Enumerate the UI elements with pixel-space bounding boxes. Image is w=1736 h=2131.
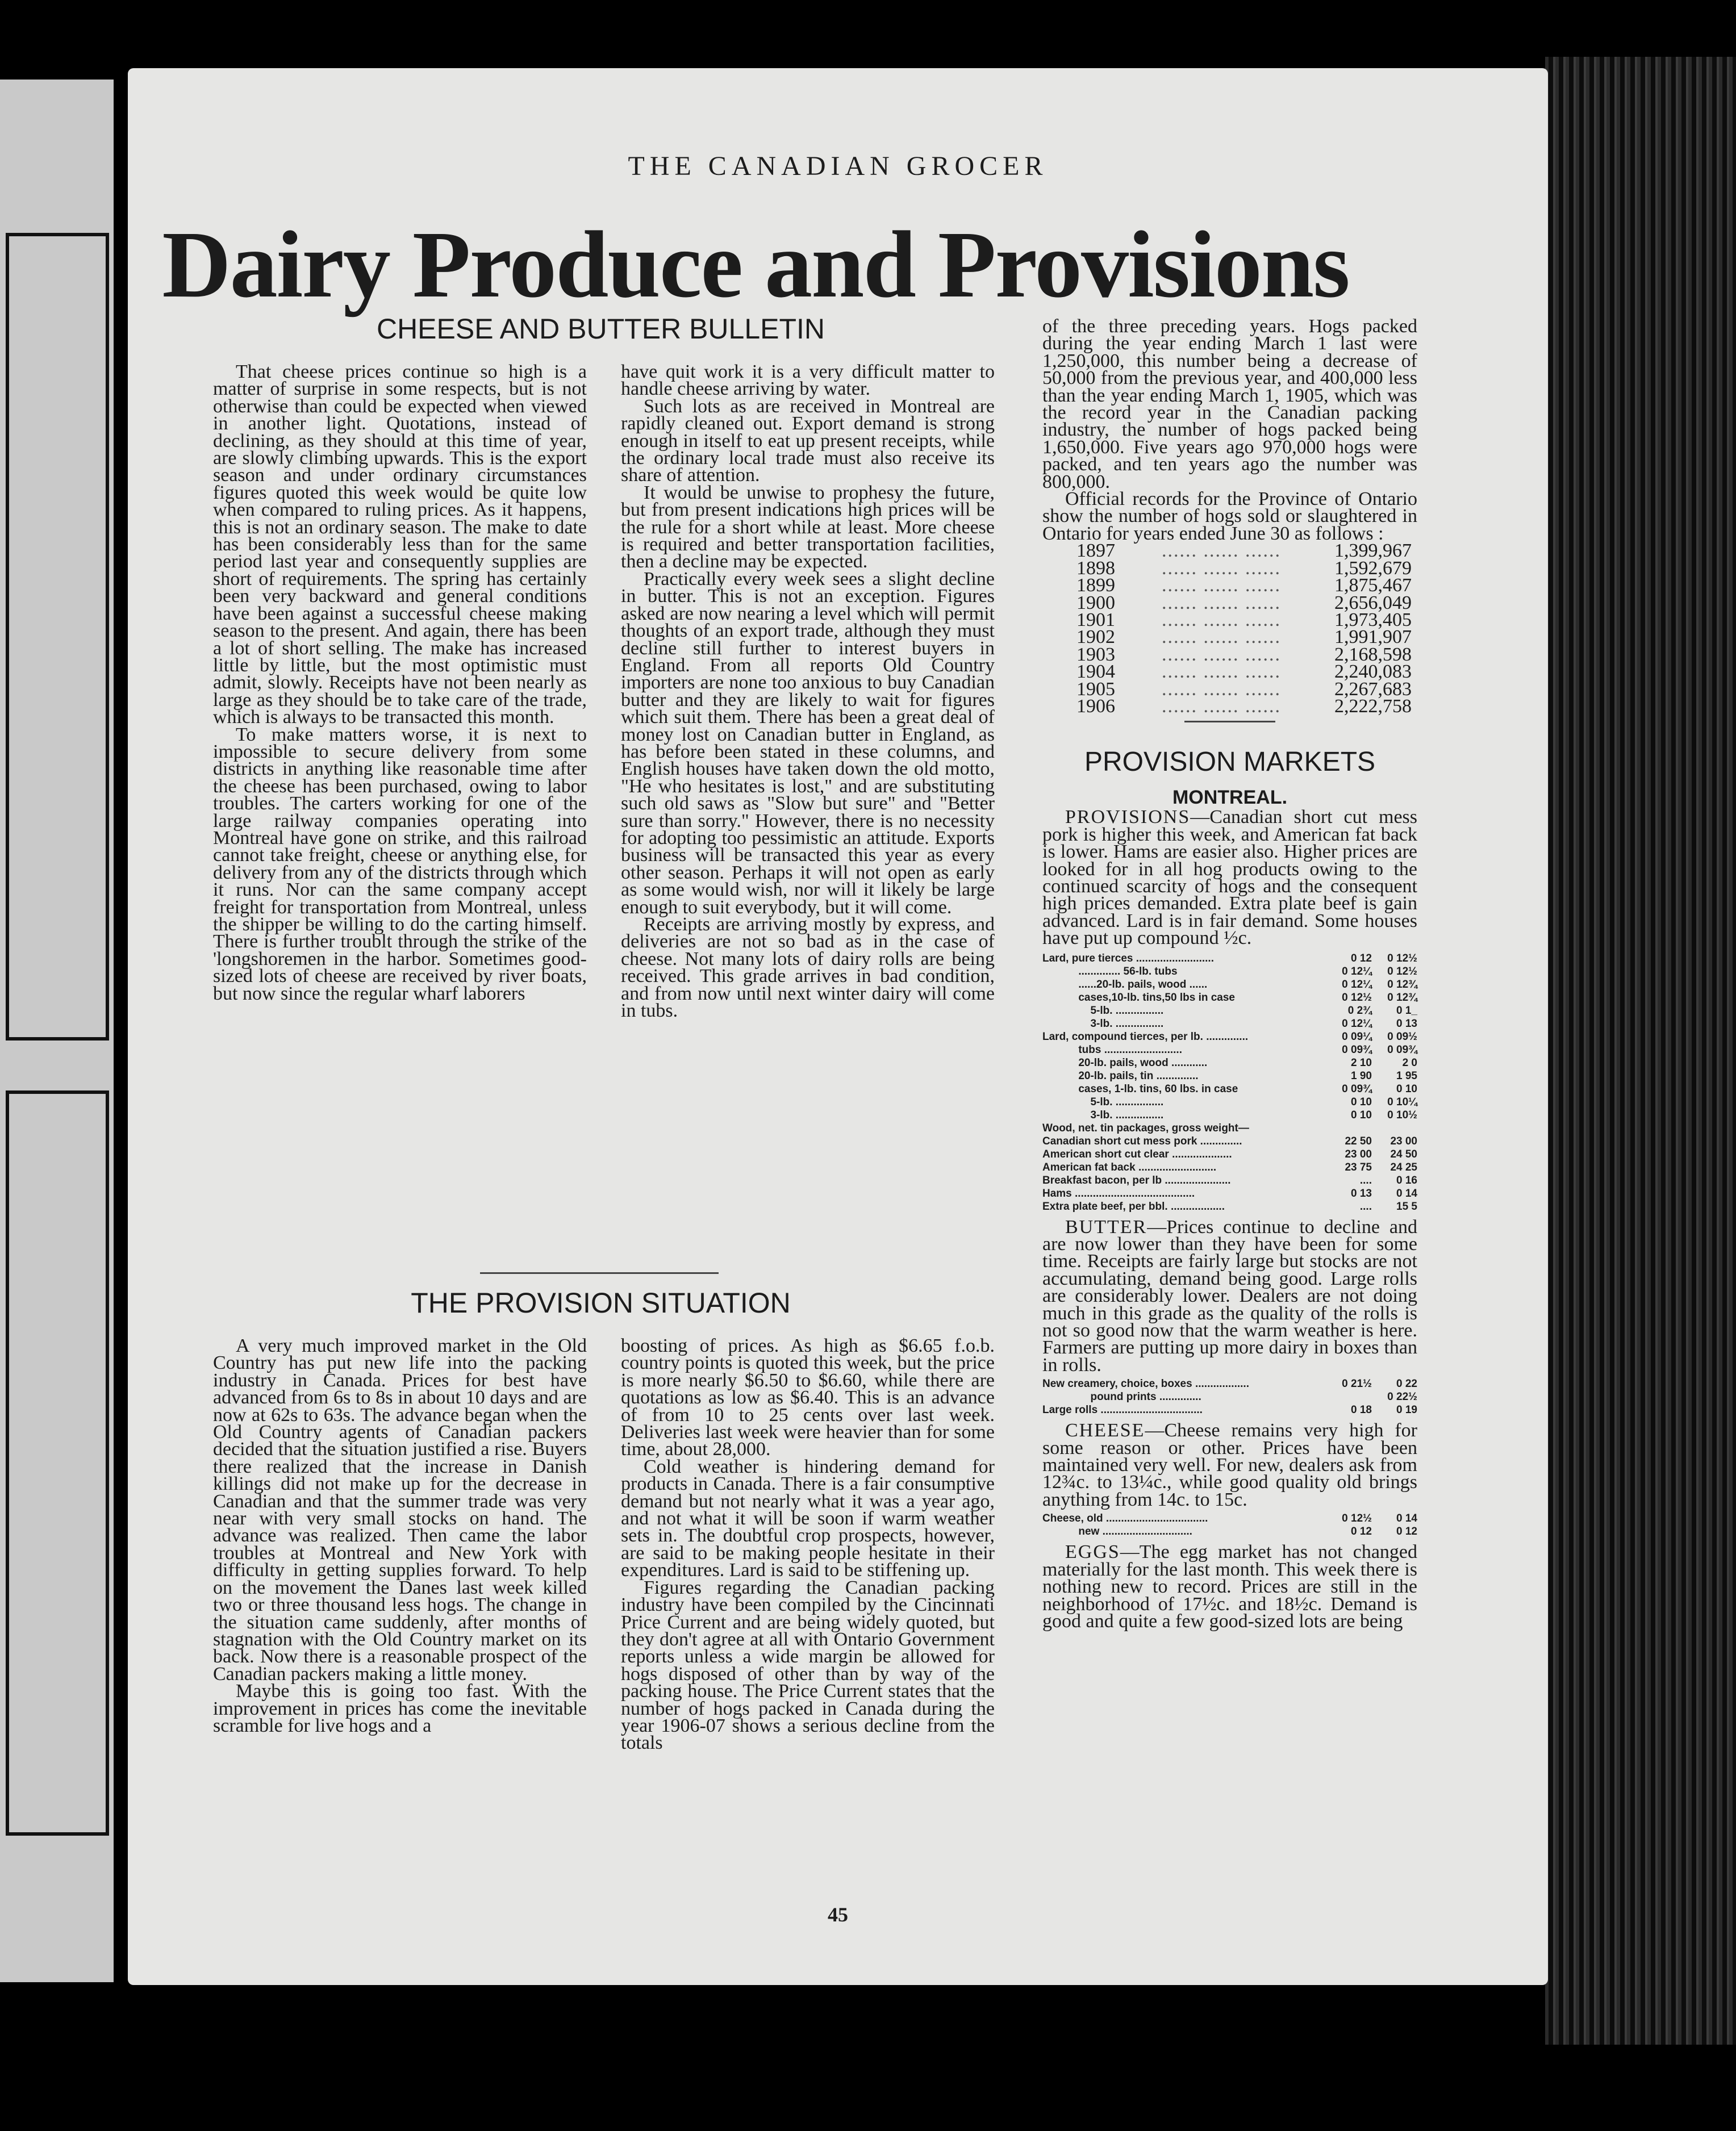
high-price-cell: 2 0: [1402, 1056, 1417, 1069]
low-price-cell: 0 13: [1351, 1187, 1372, 1200]
item-cell: cases,10-lb. tins,50 lbs in case: [1042, 991, 1235, 1004]
price-row: [1042, 1004, 1417, 1017]
left-page-edge: [0, 80, 114, 1982]
low-price-cell: 0 12: [1351, 952, 1372, 964]
butter-label: BUTTER: [1065, 1216, 1147, 1238]
item-cell: tubs ..........................: [1042, 1043, 1182, 1056]
low-price-cell: 0 12¼: [1342, 965, 1372, 977]
year-cell: 1897: [1076, 540, 1115, 562]
high-price-cell: 0 10¼: [1387, 1096, 1417, 1108]
paragraph: Such lots as are received in Montreal are rapidly cleaned out. Export demand is strong enough in itself to eat up present receipts, while the ordinary local trade must also receive its share of attention.: [621, 395, 995, 486]
leader-dots: ...... ...... ......: [1162, 592, 1281, 613]
low-price-cell: [1326, 1122, 1372, 1135]
hog-count-cell: 2,267,683: [1334, 678, 1412, 700]
cheese-butter-heading: CHEESE AND BUTTER BULLETIN: [376, 313, 825, 345]
price-row: [1042, 1096, 1417, 1109]
provision-situation-column-1: [213, 1335, 587, 1736]
leader-dots: ...... ...... ......: [1162, 644, 1281, 665]
low-price-cell: 0 09¾: [1342, 1043, 1372, 1056]
year-cell: 1900: [1076, 592, 1115, 613]
section-divider: [480, 1272, 719, 1274]
year-cell: 1902: [1076, 626, 1115, 648]
price-row: [1042, 965, 1417, 978]
leader-dots: ...... ...... ......: [1162, 678, 1281, 700]
paragraph: of the three preceding years. Hogs packed during the year ending March 1 last were 1,250,000, this number being a decrease of 50,000 from the previous year, and 400,000 less than the year ending March 1, 1905, which was the record year in the Canadian packing industry, the number of hogs packed being 1,650,000. Five years ago 970,000 hogs were packed, and ten years ago the number was 800,000.: [1042, 316, 1417, 492]
high-price-cell: 0 12¾: [1387, 991, 1417, 1004]
leader-dots: ...... ...... ......: [1162, 575, 1281, 596]
low-price-cell: 23 00: [1345, 1148, 1372, 1160]
cheese-price-table: [1042, 1512, 1417, 1538]
low-price-cell: ....: [1359, 1174, 1372, 1186]
low-price-cell: 0 10: [1351, 1096, 1372, 1108]
price-row: [1042, 1030, 1417, 1043]
year-cell: 1901: [1076, 609, 1115, 630]
hog-count-cell: 1,592,679: [1334, 557, 1412, 579]
high-price-cell: 0 12½: [1387, 952, 1417, 964]
low-price-cell: 23 75: [1345, 1161, 1372, 1173]
paragraph: Practically every week sees a slight decline in butter. This is not an exception. Figures asked are now nearing a level which will permit thoughts of an export trade, although they must decline still further to interest buyers in England. From all reports Old Country importers are none too anxious to buy Canadian butter and they are likely to wait for figures which suit them. There has been a great deal of money lost on Canadian butter in England, as has before been stated in these columns, and English houses have taken down the old motto, "He who hesitates is lost," and are substituting such old saws as "Slow but sure" and "Better sure than sorry." However, there is no necessity for adopting too pessimistic an attitude. Exports business will be transacted this year as every other season. Perhaps it will not open as early as some would wish, nor will it likely be large enough to suit everybody, but it will come.: [621, 568, 995, 918]
hog-count-cell: 2,168,598: [1334, 644, 1412, 665]
paragraph: Official records for the Province of Ontario show the number of hogs sold or slaughtered in Ontario for years ended June 30 as follows :: [1042, 488, 1417, 544]
low-price-cell: 1 90: [1351, 1069, 1372, 1082]
high-price-cell: 0 10: [1396, 1083, 1417, 1095]
table-row: [1042, 577, 1417, 594]
butter-paragraph: [1042, 1216, 1417, 1376]
right-column: [1042, 318, 1417, 1630]
left-page-border-box: [6, 233, 109, 1041]
price-row: [1042, 1161, 1417, 1174]
item-cell: new ..............................: [1042, 1526, 1192, 1538]
provisions-text: —Canadian short cut mess pork is higher this week, and American fat back is lower. Hams are easier also. Higher prices are looked for in all hog products owing to the continued scarcity of hogs and the consequent high prices demanded. Extra plate beef is gain advanced. Lard is in fair demand. Some houses have put up compound ½c.: [1042, 807, 1417, 949]
table-row: [1042, 663, 1417, 680]
item-cell: .............. 56-lb. tubs: [1042, 965, 1178, 977]
low-price-cell: 22 50: [1345, 1135, 1372, 1147]
price-row: [1042, 1083, 1417, 1096]
high-price-cell: 0 14: [1396, 1187, 1417, 1200]
paragraph: boosting of prices. As high as $6.65 f.o.b. country points is quoted this week, but the price is more nearly $6.50 to $6.60, while there are quotations as low as $6.40. This is an advance of from 10 to 25 cents over last week. Deliveries last week were heavier than for some time, about 28,000.: [621, 1335, 995, 1460]
item-cell: 3-lb. ................: [1042, 1109, 1164, 1121]
leader-dots: ...... ...... ......: [1162, 540, 1281, 562]
year-cell: 1898: [1076, 557, 1115, 579]
item-cell: 3-lb. ................: [1042, 1017, 1164, 1030]
hog-count-cell: 1,973,405: [1334, 609, 1412, 630]
high-price-cell: 15 5: [1396, 1200, 1417, 1213]
low-price-cell: 0 2¾: [1347, 1004, 1372, 1017]
price-row: [1042, 991, 1417, 1004]
leader-dots: ...... ...... ......: [1162, 661, 1281, 683]
high-price-cell: 0 12¾: [1387, 978, 1417, 991]
high-price-cell: 0 09¾: [1387, 1043, 1417, 1056]
table-row: [1042, 698, 1417, 715]
price-row: [1042, 1174, 1417, 1187]
high-price-cell: [1372, 1122, 1417, 1135]
price-row: [1042, 1135, 1417, 1148]
low-price-cell: 2 10: [1351, 1056, 1372, 1069]
high-price-cell: 0 14: [1396, 1512, 1417, 1525]
price-row: [1042, 1390, 1417, 1403]
paragraph: To make matters worse, it is next to impossible to secure delivery from some districts in anything like reasonable time after the cheese has been purchased, owing to labor troubles. The carters working for one of the large railway companies operating into Montreal have gone on strike, and this railroad cannot take freight, cheese or anything else, for delivery from any of the districts through which it runs. Nor can the same company accept freight for transportation from Montreal, unless the shipper be willing to do the carting himself. There is further troublt through the strike of the 'longshoremen in the harbor. Sometimes good-sized lots of cheese are received by river boats, but now since the regular wharf laborers: [213, 724, 587, 1004]
page-number: 45: [828, 1903, 848, 1926]
low-price-cell: 0 12¼: [1342, 1017, 1372, 1030]
high-price-cell: 24 25: [1390, 1161, 1417, 1173]
paragraph: Figures regarding the Canadian packing industry have been compiled by the Cincinnati Price Current and are being widely quoted, but they don't agree at all with Ontario Government reports unless a wide margin be allowed for hogs disposed of other than by way of the packing house. The Price Current states that the number of hogs packed in Canada during the year 1906-07 shows a serious decline from the totals: [621, 1577, 995, 1754]
eggs-text: —The egg market has not changed materially for the last month. This week there is nothing new to record. Prices are still in the neighborhood of 17½c. and 18½c. Demand is good and quite a few good-sized lots are being: [1042, 1541, 1417, 1632]
item-cell: 20-lb. pails, tin ..............: [1042, 1069, 1199, 1082]
butter-price-table: [1042, 1377, 1417, 1417]
item-cell: 20-lb. pails, wood ............: [1042, 1056, 1208, 1069]
year-cell: 1905: [1076, 678, 1115, 700]
provisions-label: PROVISIONS: [1065, 807, 1191, 828]
item-cell: cases, 1-lb. tins, 60 lbs. in case: [1042, 1083, 1238, 1095]
item-cell: New creamery, choice, boxes ..................: [1042, 1378, 1249, 1390]
city-subheading: MONTREAL.: [1172, 787, 1288, 809]
low-price-cell: [1326, 1390, 1372, 1403]
high-price-cell: 0 12: [1396, 1526, 1417, 1538]
butter-text: —Prices continue to decline and are now lower than they have been for some time. Receipts are fairly large but stocks are not accumulating, demand being good. Large rolls are considerably lower. Dealers are not doing much in this grade as the quality of the rolls is not so good now that the warm weather is here. Farmers are putting up more dairy in boxes than in rolls.: [1042, 1216, 1417, 1376]
hog-count-cell: 2,240,083: [1334, 661, 1412, 683]
eggs-label: EGGS: [1065, 1541, 1120, 1563]
low-price-cell: 0 18: [1351, 1404, 1372, 1417]
provisions-paragraph: [1042, 809, 1417, 947]
high-price-cell: 23 00: [1390, 1135, 1417, 1147]
paragraph: It would be unwise to prophesy the future, but from present indications high prices will be the rule for a short while at least. More cheese is required and better transportation facilities, then a decline may be expected.: [621, 482, 995, 573]
hog-count-cell: 1,875,467: [1334, 575, 1412, 596]
low-price-cell: 0 12½: [1342, 991, 1372, 1004]
item-cell: Hams ........................................: [1042, 1187, 1195, 1200]
item-cell: Extra plate beef, per bbl. ..................: [1042, 1200, 1225, 1213]
price-row: [1042, 1056, 1417, 1069]
low-price-cell: 0 10: [1351, 1109, 1372, 1121]
item-cell: Cheese, old ..................................: [1042, 1512, 1208, 1525]
left-page-border-box-lower: [6, 1090, 109, 1836]
high-price-cell: 1 95: [1396, 1069, 1417, 1082]
paragraph: Maybe this is going too fast. With the improvement in prices has come the inevitable scramble for live hogs and a: [213, 1681, 587, 1736]
book-page-stack-edge: [1545, 57, 1736, 2045]
item-cell: Lard, compound tierces, per lb. ..............: [1042, 1030, 1249, 1043]
item-cell: Large rolls ..................................: [1042, 1404, 1203, 1417]
item-cell: pound prints ..............: [1042, 1391, 1201, 1403]
hog-count-cell: 1,399,967: [1334, 540, 1412, 562]
cheese-paragraph: [1042, 1422, 1417, 1509]
leader-dots: ...... ...... ......: [1162, 609, 1281, 630]
price-row: [1042, 1017, 1417, 1030]
low-price-cell: 0 12½: [1342, 1512, 1372, 1525]
item-cell: Breakfast bacon, per lb ......................: [1042, 1174, 1231, 1186]
paragraph: Cold weather is hindering demand for products in Canada. There is a fair consumptive demand but not nearly what it was a year ago, and not what it will be soon if warm weather sets in. The doubtful crop prospects, however, are said to be making people hesitate in their expenditures. Lard is said to be stiffening up.: [621, 1456, 995, 1581]
high-price-cell: 0 22: [1396, 1378, 1417, 1390]
year-cell: 1906: [1076, 695, 1115, 717]
provision-situation-heading: THE PROVISION SITUATION: [411, 1287, 791, 1319]
leader-dots: ...... ...... ......: [1162, 557, 1281, 579]
low-price-cell: ....: [1359, 1200, 1372, 1213]
price-row: [1042, 1148, 1417, 1161]
low-price-cell: 0 09¾: [1342, 1083, 1372, 1095]
provision-markets-heading: PROVISION MARKETS: [1084, 747, 1376, 778]
low-price-cell: 0 12¼: [1342, 978, 1372, 991]
provisions-price-table: [1042, 952, 1417, 1213]
high-price-cell: 0 09½: [1387, 1030, 1417, 1043]
item-cell: American short cut clear ....................: [1042, 1148, 1232, 1160]
cheese-label: CHEESE: [1065, 1420, 1145, 1441]
low-price-cell: 0 21½: [1342, 1378, 1372, 1390]
price-row: [1042, 1043, 1417, 1056]
high-price-cell: 0 12½: [1387, 965, 1417, 977]
price-row: [1042, 1109, 1417, 1122]
high-price-cell: 0 19: [1396, 1404, 1417, 1417]
price-row: [1042, 1187, 1417, 1200]
leader-dots: ...... ...... ......: [1162, 626, 1281, 648]
price-row: [1042, 1377, 1417, 1390]
running-head: THE CANADIAN GROCER: [628, 151, 1048, 181]
newspaper-page: [128, 68, 1548, 1985]
high-price-cell: 0 16: [1396, 1174, 1417, 1186]
high-price-cell: 24 50: [1390, 1148, 1417, 1160]
low-price-cell: 0 09¼: [1342, 1030, 1372, 1043]
item-cell: ......20-lb. pails, wood ......: [1042, 978, 1208, 991]
price-row: [1042, 952, 1417, 965]
year-cell: 1899: [1076, 575, 1115, 596]
item-cell: 5-lb. ................: [1042, 1004, 1164, 1017]
item-cell: Canadian short cut mess pork ..............: [1042, 1135, 1242, 1147]
cheese-butter-column-1: [213, 363, 587, 1002]
item-cell: Wood, net. tin packages, gross weight—: [1042, 1122, 1249, 1134]
year-cell: 1904: [1076, 661, 1115, 683]
high-price-cell: 0 13: [1396, 1017, 1417, 1030]
year-cell: 1903: [1076, 644, 1115, 665]
paragraph: That cheese prices continue so high is a matter of surprise in some respects, but is not otherwise than could be expected when viewed in another light. Quotations, instead of declining, as they should at this time of year, are slowly climbing upwards. This is the export season and under ordinary circumstances figures quoted this week would be quite low when compared to ruling prices. As it happens, this is not an ordinary season. The make to date has been considerably less than for the same period last year and consequently supplies are short of requirements. The spring has certainly been very backward and general conditions have been against a successful cheese making season to the present. And again, there has been a lot of short selling. The make has increased little by little, but the most optimistic must admit, slowly. Receipts have not been nearly as large as they should be to take care of the trade, which is always to be transacted this month.: [213, 361, 587, 728]
high-price-cell: 0 10½: [1387, 1109, 1417, 1121]
hog-count-cell: 2,656,049: [1334, 592, 1412, 613]
eggs-paragraph: [1042, 1541, 1417, 1632]
cheese-text: —Cheese remains very high for some reason or other. Prices have been maintained very well. For new, dealers ask from 12¾c. to 13¼c., while good quality old brings anything from 14c. to 15c.: [1042, 1420, 1417, 1510]
page-title: Dairy Produce and Provisions: [162, 212, 1349, 317]
hog-count-cell: 2,222,758: [1334, 695, 1412, 717]
high-price-cell: 0 1_: [1396, 1004, 1417, 1017]
paragraph: have quit work it is a very difficult matter to handle cheese arriving by water.: [621, 361, 995, 400]
hogs-slaughtered-table: [1042, 542, 1417, 715]
price-row: [1042, 1403, 1417, 1417]
price-row: [1042, 1512, 1417, 1525]
price-row: [1042, 1069, 1417, 1083]
item-cell: Lard, pure tierces ..........................: [1042, 952, 1214, 964]
table-divider: [1184, 721, 1275, 722]
price-row: [1042, 978, 1417, 991]
item-cell: American fat back ..........................: [1042, 1161, 1217, 1173]
price-row: [1042, 1525, 1417, 1538]
cheese-butter-column-2: [621, 361, 995, 1022]
price-row: [1042, 1200, 1417, 1213]
paragraph: Receipts are arriving mostly by express, and deliveries are not so bad as in the case of cheese. Not many lots of dairy rolls are being received. This grade arrives in bad condition, and from now until next winter dairy will come in tubs.: [621, 914, 995, 1022]
paragraph: A very much improved market in the Old Country has put new life into the packing industry in Canada. Prices for best have advanced from 6s to 8s in about 10 days and are now at 62s to 63s. The advance began when the Old Country agents of Canadian packers decided that the situation justified a rise. Buyers there realized that the increase in Danish killings did not make up for the decrease in Canadian and that the summer trade was very near with very small stocks on hand. The advance was realized. Then came the labor troubles at Montreal and New York with difficulty in getting supplies forward. To help on the movement the Danes last week killed two or three thousand less hogs. The change in the situation came suddenly, after months of stagnation with the Old Country market on its back. Now there is a reasonable prospect of the Canadian packers making a little money.: [213, 1335, 587, 1685]
price-row: [1042, 1122, 1417, 1135]
low-price-cell: 0 12: [1351, 1526, 1372, 1538]
high-price-cell: 0 22½: [1387, 1391, 1417, 1403]
hog-count-cell: 1,991,907: [1334, 626, 1412, 648]
provision-situation-column-2: [621, 1335, 995, 1754]
item-cell: 5-lb. ................: [1042, 1096, 1164, 1108]
leader-dots: ...... ...... ......: [1162, 695, 1281, 717]
